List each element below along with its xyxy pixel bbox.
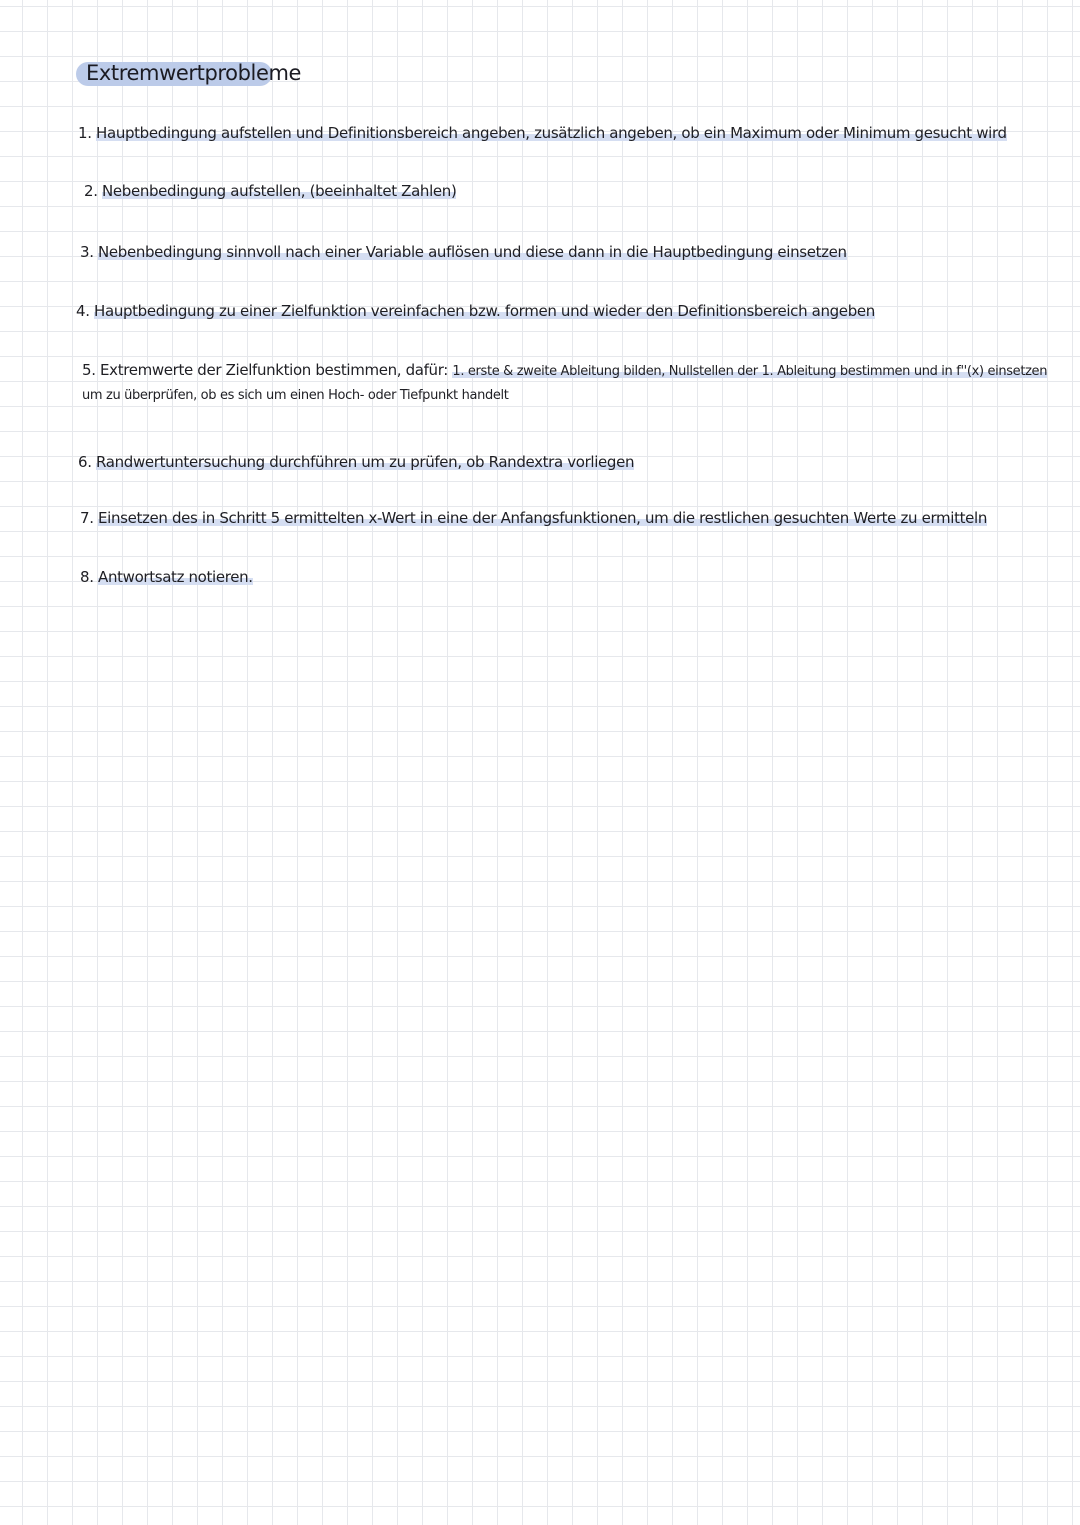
step-number: 6. (78, 453, 92, 471)
step-text: Hauptbedingung zu einer Zielfunktion vereinfachen bzw. formen und wieder den Definitionsbereich angeben (94, 302, 875, 320)
page-title: Extremwertprobleme (86, 61, 302, 85)
step-text-part-a: Extremwerte der Zielfunktion bestimmen, dafür: (100, 361, 453, 379)
title-block (76, 58, 301, 88)
step-3 (80, 240, 847, 264)
step-number: 4. (76, 302, 90, 320)
step-number: 5. (82, 361, 96, 379)
step-6 (78, 450, 634, 474)
step-text: Nebenbedingung sinnvoll nach einer Variable auflösen und diese dann in die Hauptbedingung einsetzen (98, 243, 847, 261)
step-number: 2. (84, 182, 98, 200)
step-line-2: um zu überprüfen, ob es sich um einen Hoch- oder Tiefpunkt handelt (82, 388, 509, 403)
step-text: Einsetzen des in Schritt 5 ermittelten x-Wert in eine der Anfangsfunktionen, um die restlichen gesuchten Werte zu ermitteln (98, 509, 987, 527)
step-number: 1. (78, 124, 92, 142)
step-2 (84, 179, 456, 203)
step-7 (80, 506, 987, 530)
step-text-part-b: 1. erste & zweite Ableitung bilden, Nullstellen der 1. Ableitung bestimmen und in f''(x) einsetzen (452, 364, 1048, 379)
step-1 (78, 121, 1007, 145)
step-text: Antwortsatz notieren. (98, 568, 253, 586)
step-number: 8. (80, 568, 94, 586)
step-line-1 (82, 358, 1047, 384)
step-text: Nebenbedingung aufstellen, (beeinhaltet Zahlen) (102, 182, 457, 200)
step-text: Hauptbedingung aufstellen und Definitionsbereich angeben, zusätzlich angeben, ob ein Maximum oder Minimum gesucht wird (96, 124, 1007, 142)
step-5 (82, 358, 1047, 408)
step-4 (76, 299, 875, 323)
step-number: 7. (80, 509, 94, 527)
step-text: Randwertuntersuchung durchführen um zu prüfen, ob Randextra vorliegen (96, 453, 635, 471)
step-number: 3. (80, 243, 94, 261)
step-8 (80, 565, 253, 589)
